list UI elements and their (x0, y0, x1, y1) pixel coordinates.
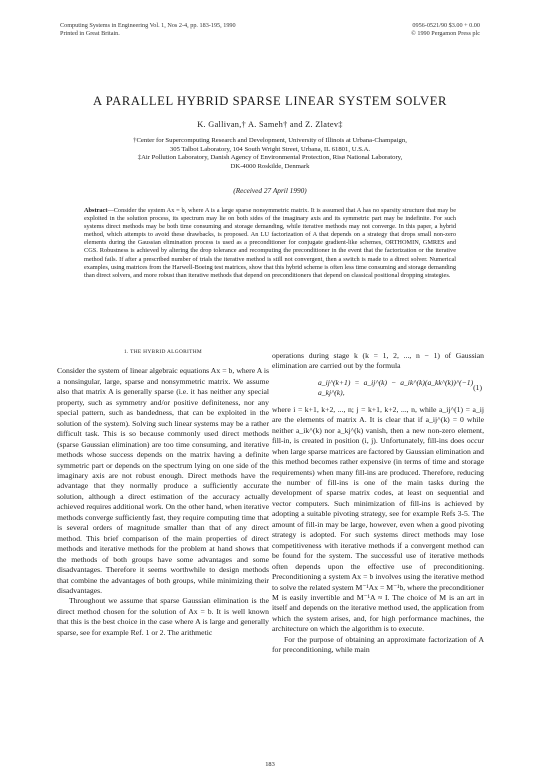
body-paragraph: operations during stage k (k = 1, 2, ..., n − 1) of Gaussian elimination are carried out by the formula (272, 351, 484, 371)
received-date: (Received 27 April 1990) (233, 186, 307, 195)
code-line-2: © 1990 Pergamon Press plc (411, 30, 480, 38)
page-number: 183 (265, 761, 275, 768)
section-heading: 1. THE HYBRID ALGORITHM (123, 349, 203, 355)
equation-number: (1) (473, 383, 482, 393)
journal-line-2: Printed in Great Britain. (60, 30, 120, 38)
affiliation-line-2: 305 Talbot Laboratory, 104 South Wright Street, Urbana, IL 61801, U.S.A. (169, 145, 371, 153)
journal-line-1: Computing Systems in Engineering Vol. 1, Nos 2-4, pp. 183-195, 1990 (60, 22, 236, 29)
body-paragraph: For the purpose of obtaining an approximate factorization of A for preconditioning, while main (272, 634, 484, 655)
affiliation-line-3: ‡Air Pollution Laboratory, Danish Agency of Environmental Protection, Risø National Laboratory, (137, 154, 403, 162)
left-column (57, 347, 269, 638)
copyright-header (411, 22, 480, 39)
abstract-label: Abstract (84, 207, 108, 214)
affiliation-line-4: DK-4000 Roskilde, Denmark (230, 162, 310, 170)
paper-title: A PARALLEL HYBRID SPARSE LINEAR SYSTEM SOLVER (92, 94, 448, 108)
body-paragraph: where i = k+1, k+2, ..., n; j = k+1, k+2, ..., n, while a_ij^(1) = a_ij are the elements of matrix A. It is clear that if a_ij^(k) = 0 while neither a_ik^(k) nor a_kj^(k) vanish, then a new non-zero element, fill-in, is created in position (i, j). Unfortunately, fill-ins does occur when large sparse matrices are factored by Gaussian elimination and this method becomes rather expensive (in terms of time and storage requirements) when many fill-ins are produced. Therefore, reducing the number of fill-ins is one of the main tasks during the development of sparse matrix codes, at least on sequential and vector computers. Such minimization of fill-ins is achieved by adopting a suitable pivoting strategy, see for example Refs 3-5. The amount of fill-in may be large, however, even when a good pivoting strategy is adopted. For such systems direct methods may lose competitiveness with iterative methods if a convergent method can be found for the system. The successful use of iterative methods often depends upon the effective use of preconditioning. Preconditioning a system Ax = b involves using the iterative method to solve the related system M⁻¹Ax = M⁻¹b, where the preconditioner M is easily invertible and M⁻¹A ≈ I. The choice of M is an art in itself and depends on the iterative method used, the application from which the system arises, and, for high performance machines, the architecture on which the algorithm is to execute. (272, 404, 484, 634)
abstract-text: —Consider the system Ax = b, where A is a large sparse nonsymmetric matrix. It is assumed that A has no sparsity structure that may be exploited in the solution process, its spectrum may lie on both sides of the imaginary axis and its symmetric part may be indefinite. For such systems direct methods may be both time consuming and storage demanding, while iterative methods may not converge. In this paper, a hybrid method, which attempts to avoid these drawbacks, is proposed. An LU factorization of A that depends on a strategy that drops small non-zero elements during the Gaussian elimination process is used as a preconditioner for conjugate gradient-like schemes, ORTHOMIN, GMRES and CGS. Robustness is achieved by altering the drop tolerance and recomputing the preconditioner in the event that the factorization or the iterative method fails. If after a prescribed number of trials the iterative method is still not convergent, then a switch is made to a direct solver. Numerical examples, using matrices from the Harwell-Boeing test matrices, show that this hybrid scheme is often less time consuming and storage demanding than direct solvers, and more robust than iterative methods that depend on preconditioners that depend on classical positional dropping strategies. (84, 207, 456, 279)
affiliation-line-1: †Center for Supercomputing Research and Development, University of Illinois at Urbana-Champaign, (133, 137, 407, 144)
affiliations (70, 137, 470, 171)
journal-header (60, 22, 236, 39)
right-column (272, 351, 484, 656)
abstract (84, 207, 456, 280)
body-paragraph: Consider the system of linear algebraic equations Ax = b, where A is a nonsingular, large, sparse and nonsymmetric matrix. We assume also that matrix A is generally sparse (i.e. it has neither any special property, such as symmetry and/or positive definiteness, nor any special pattern, such as bandedness, that can be exploited in the solution of the system). Solving such linear systems may be a rather difficult task. This is so because commonly used direct methods (sparse Gaussian elimination) are too time consuming, and iterative methods whose success depends on the matrix having a definite symmetric part or depends on the spectrum lying on one side of the imaginary axis are not robust enough. Direct methods have the advantage that they normally produce a sufficiently accurate solution, although a direct estimation of the accuracy actually achieved requires additional work. On the other hand, when iterative methods converge sufficiently fast, they require computing time that is several orders of magnitude smaller than that of any direct method. This brief comparison of the main properties of direct methods and iterative methods for the problem at hand shows that the methods of both groups have some advantages and some disadvantages. Therefore it seems worthwhile to design methods that combine the advantages of both groups, while minimizing their disadvantages. (57, 366, 269, 595)
paper-authors: K. Gallivan,† A. Sameh† and Z. Zlatev‡ (197, 120, 343, 129)
equation-1 (272, 378, 484, 399)
code-line-1: 0956-0521/90 $3.00 + 0.00 (412, 22, 480, 29)
equation-formula: a_ij^(k+1) = a_ij^(k) − a_ik^(k)(a_kk^(k))^(−1) a_kj^(k), (318, 377, 474, 398)
body-paragraph: Throughout we assume that sparse Gaussian elimination is the direct method chosen for the solution of Ax = b. It is well known that this is the best choice in the case where A is large and generally sparse, see for example Ref. 1 or 2. The arithmetic (57, 596, 269, 637)
